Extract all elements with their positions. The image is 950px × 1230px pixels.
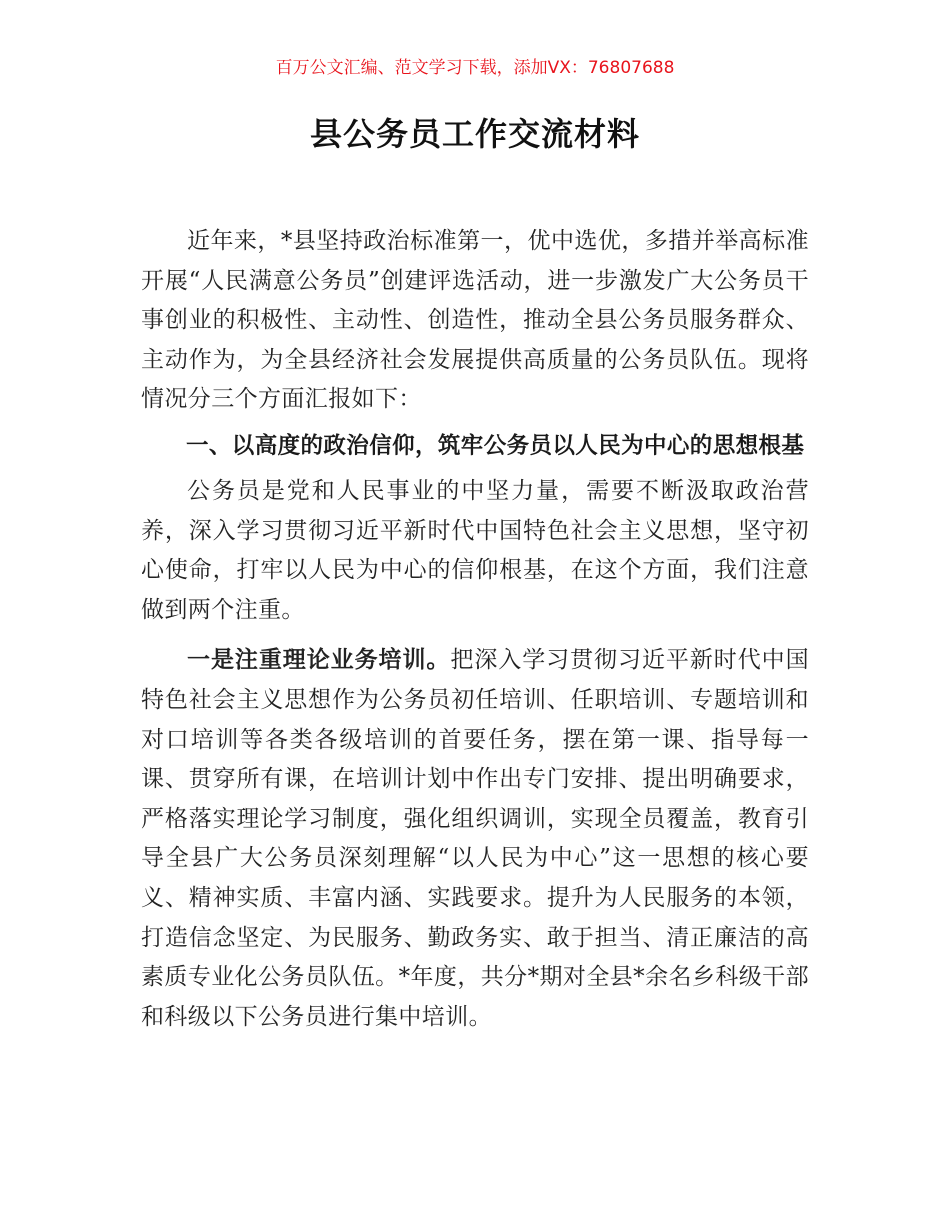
document-title: 县公务员工作交流材料: [309, 115, 640, 153]
section-heading: 一、以高度的政治信仰，筑牢公务员以人民为中心的思想根基: [186, 432, 805, 459]
watermark-header: 百万公文汇编、范文学习下载，添加VX：76807688: [275, 58, 675, 78]
point-text: 把深入学习贯彻习近平新时代中国特色社会主义思想作为公务员初任培训、任职培训、专题培训和对口培训等各类各级培训的首要任务，摆在第一课、指导每一课、贯穿所有课，在培训计划中作出专门安排、提出明确要求，严格落实理论学习制度，强化组织调训，实现全员覆盖，教育引导全县广大公务员深刻理解“以人民为中心”这一思想的核心要义、精神实质、丰富内涵、实践要求。提升为人民服务的本领，打造信念坚定、为民服务、勤政务实、敢于担当、清正廉洁的高素质专业化公务员队伍。*年度，共分*期对全县*余名乡科级干部和科级以下公务员进行集中培训。: [141, 647, 810, 1030]
point-paragraph: [141, 641, 809, 1037]
document-body: [141, 222, 809, 1037]
point-lead: 一是注重理论业务培训。: [187, 647, 451, 674]
section-paragraph: 公务员是党和人民事业的中坚力量，需要不断汲取政治营养，深入学习贯彻习近平新时代中国特色社会主义思想，坚守初心使命，打牢以人民为中心的信仰根基，在这个方面，我们注意做到两个注重。: [141, 477, 809, 623]
intro-paragraph: 近年来，*县坚持政治标准第一，优中选优，多措并举高标准开展“人民满意公务员”创建评选活动，进一步激发广大公务员干事创业的积极性、主动性、创造性，推动全县公务员服务群众、主动作为，为全县经济社会发展提供高质量的公务员队伍。现将情况分三个方面汇报如下：: [141, 228, 809, 413]
spacer: [141, 630, 809, 641]
